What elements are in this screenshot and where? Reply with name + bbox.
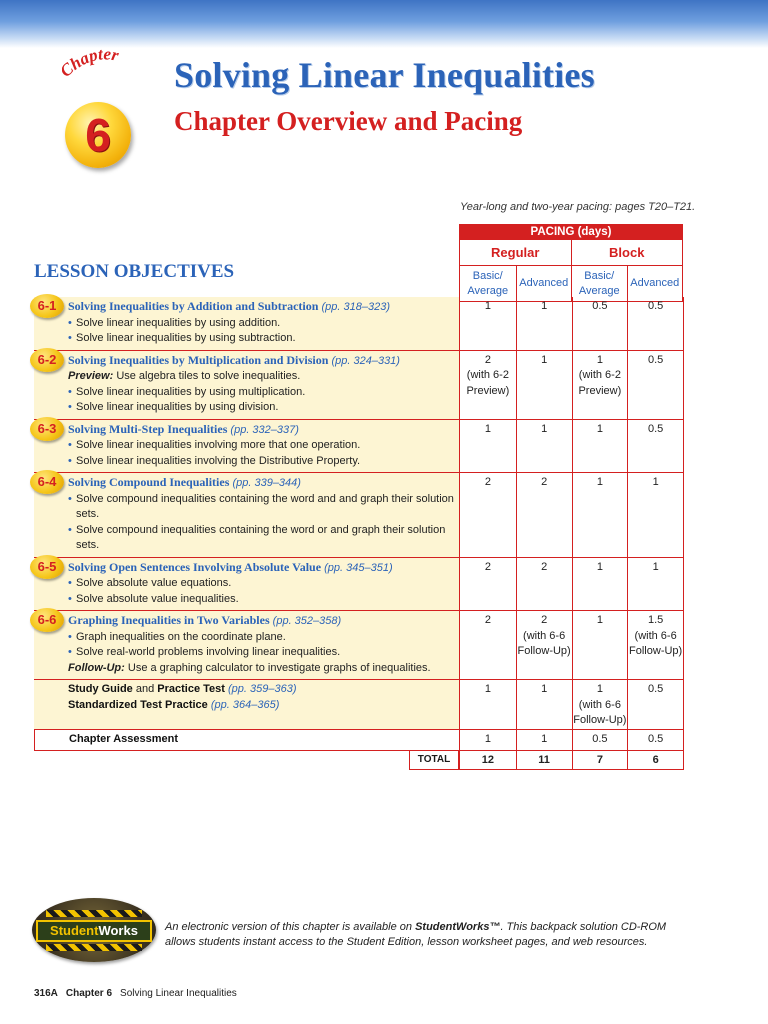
lesson-objective [34,420,459,473]
pacing-col-block-basic: Basic/ Average [571,266,627,301]
pacing-value: 1 [652,560,659,573]
pacing-col-regular-advanced: Advanced [516,266,572,301]
pacing-value: 2 [484,614,491,626]
objective-bullet: • Solve compound inequalities containing the word or and graph their solution sets. [68,523,455,554]
practice-test-label: Practice Test [157,683,225,695]
total-value: 12 [481,754,494,766]
pacing-value: 1 [596,353,603,366]
pacing-value: 1 [596,560,603,573]
objective-bullet: • Solve linear inequalities by using division. [68,400,455,416]
lesson-pacing-cell [627,297,683,350]
assessment-row [34,730,684,752]
review-objective [34,680,459,729]
lesson-pacing-cells [459,420,684,473]
lesson-pacing-cells [459,473,684,557]
pacing-value: 1.5 [647,614,664,626]
objective-bullet: • Solve real-world problems involving linear inequalities. [68,645,455,661]
pacing-value: 0.5 [647,422,664,435]
page-footer [34,988,237,999]
lesson-row [34,420,684,474]
lesson-heading [68,475,455,492]
pacing-value: 1 [596,422,603,435]
lesson-objective [34,297,459,350]
pacing-value: 2 [484,476,491,488]
total-row [34,751,684,770]
pacing-value: Follow-Up) [629,645,683,657]
lesson-pacing-cell [460,420,516,473]
pacing-value: 0.5 [592,300,608,312]
pacing-value: 0.5 [647,300,664,312]
lesson-objective [34,351,459,419]
lesson-pacing-cell [627,420,683,473]
lesson-pacing-cell [516,473,572,557]
lesson-pacing-cell [572,558,628,611]
pacing-value: 2 [541,614,548,626]
pacing-value: 1 [541,732,548,745]
footer-page-number: 316A [34,988,58,999]
lesson-title: Solving Inequalities by Multiplication and Division [68,352,329,367]
objective-bullet: • Solve linear inequalities involving more that one operation. [68,438,455,454]
review-pages-2: (pp. 364–365) [210,698,280,711]
studentworks-note [165,920,695,950]
pacing-value: 0.5 [647,732,664,745]
lesson-pacing-cell [627,473,683,557]
pacing-value: 1 [484,732,491,745]
pacing-value: Follow-Up) [573,714,627,726]
review-row [34,680,684,730]
lesson-pacing-cell [516,420,572,473]
pacing-value: (with 6-6 [523,629,566,642]
review-pacing-cells [459,680,684,729]
lesson-pacing-cell [516,558,572,611]
lesson-pages: (pp. 345–351) [324,561,393,574]
pacing-value: 0.5 [647,683,664,695]
lesson-pacing-cells [459,558,684,611]
lesson-pacing-cell [572,351,628,419]
pacing-group-block: Block [609,245,645,260]
logo-works: Works [98,923,138,938]
pacing-value: Preview) [466,384,510,397]
lesson-pages: (pp. 352–358) [272,615,342,627]
total-value: 6 [627,751,683,769]
logo-stripes-bottom [46,944,142,951]
review-pacing-cell [572,680,628,729]
pacing-col-regular-basic: Basic/ Average [467,269,509,297]
pacing-value: 2 [484,353,491,366]
pacing-value: 0.5 [592,732,608,745]
lesson-pacing-cell [516,297,572,350]
pacing-value: (with 6-6 [578,698,621,711]
note-after: . This backpack solution CD-ROM allows students instant access to the Student Edition, lesson worksheet pages, and web resources. [165,921,667,948]
svg-text:Chapter: hapter [66,44,121,74]
lesson-pacing-cell [572,611,628,679]
review-pages-1: (pp. 359–363) [227,683,297,695]
chapter-badge [62,42,140,161]
lesson-pacing-cell [460,558,516,611]
lesson-number-badge: 6-2 [30,348,64,372]
lesson-objectives-heading: LESSON OBJECTIVES [34,261,235,282]
pacing-value: 1 [652,476,659,488]
note-before: An electronic version of this chapter is available on [165,921,416,933]
total-cells [459,751,684,770]
review-line-1 [68,682,455,698]
pacing-value: 2 [541,560,548,573]
lesson-pacing-cell [460,351,516,419]
lesson-pages: (pp. 324–331) [331,354,400,367]
lesson-number-badge: 6-1 [30,294,64,318]
lesson-pacing-cell [627,558,683,611]
pacing-value: 1 [484,422,491,435]
lesson-heading [68,613,455,630]
pacing-value: 0.5 [647,353,664,366]
lesson-pacing-cells [459,351,684,419]
assessment-pacing-cell [460,730,516,751]
lesson-number-badge: 6-4 [30,470,64,494]
lesson-number-badge: 6-5 [30,555,64,579]
pacing-col-block-advanced: Advanced [627,266,683,301]
pacing-value: 2 [484,560,491,573]
chapter-number-circle [65,102,131,168]
page-title: Solving Linear Inequalities [174,55,595,95]
review-pacing-cell [516,680,572,729]
lesson-pacing-cell [627,351,683,419]
lesson-title: Solving Open Sentences Involving Absolute Value [68,559,322,574]
logo-stripes-top [46,910,142,917]
lesson-pacing-cell [516,611,572,679]
lesson-heading [68,422,455,439]
lesson-number-badge: 6-6 [30,608,64,632]
pacing-title: PACING (days) [459,224,683,240]
objective-bullet: • Solve absolute value inequalities. [68,592,455,608]
lesson-pages: (pp. 339–344) [232,477,301,489]
pacing-header [459,224,683,302]
pacing-value: (with 6-2 [466,369,509,381]
lesson-title: Graphing Inequalities in Two Variables [68,613,270,627]
review-line-2 [68,698,455,714]
lesson-objective [34,611,459,679]
lesson-number-badge: 6-3 [30,417,64,441]
lesson-objective [34,558,459,611]
objective-bullet: • Solve linear inequalities by using multiplication. [68,385,455,401]
assessment-pacing-cell [627,730,683,751]
page-subtitle: Chapter Overview and Pacing [174,106,523,136]
objective-bullet: • Graph inequalities on the coordinate plane. [68,630,455,646]
total-value: 7 [572,751,628,769]
total-value: 11 [516,751,572,769]
lesson-pacing-cell [627,611,683,679]
assessment-objective [34,730,459,751]
review-pacing-cell [627,680,683,729]
chapter-number: 6 [85,109,111,161]
study-guide-label: Study Guide [68,683,133,695]
pacing-value: 1 [596,683,603,695]
pacing-note: Year-long and two-year pacing: pages T20–T21. [460,201,696,213]
lessons-table [34,297,684,770]
pacing-value: Follow-Up) [517,645,571,657]
lesson-title: Solving Inequalities by Addition and Subtraction [68,299,319,313]
lesson-pacing-cell [572,297,628,350]
lesson-heading [68,353,455,370]
pacing-value: 1 [596,476,603,488]
studentworks-logo [32,898,156,962]
followup-text: Use a graphing calculator to investigate graphs of inequalities. [127,661,431,674]
lesson-pacing-cells [459,611,684,679]
lesson-pacing-cell [460,611,516,679]
lesson-pages: (pp. 318–323) [321,301,390,313]
pacing-value: 1 [484,683,491,695]
pacing-value: 1 [541,422,548,435]
lesson-pages: (pp. 332–337) [230,423,299,436]
lesson-row [34,297,684,351]
note-brand: StudentWorks™ [415,921,501,933]
assessment-pacing-cell [516,730,572,751]
lesson-pacing-cell [572,420,628,473]
pacing-value: (with 6-2 [578,369,621,381]
lesson-row [34,558,684,612]
lesson-pacing-cell [516,351,572,419]
lesson-row [34,351,684,420]
lesson-objective [34,473,459,557]
preview-label: Preview: [68,370,114,382]
review-pacing-cell [460,680,516,729]
objective-bullet: • Solve linear inequalities by using subtraction. [68,331,455,347]
pacing-value: 1 [541,353,548,366]
preview-text: Use algebra tiles to solve inequalities. [116,370,301,382]
pacing-groups [459,240,683,265]
logo-band [36,920,152,942]
pacing-value: 1 [596,614,603,626]
objective-bullet: • Solve linear inequalities by using addition. [68,316,455,332]
top-color-band [0,0,768,48]
pacing-group-regular: Regular [460,240,572,265]
total-label: TOTAL [409,751,459,770]
and-text: and [132,683,158,695]
lesson-heading [68,299,455,316]
assessment-pacing-cell [572,730,628,751]
lesson-pacing-cells [459,297,684,350]
footer-title: Solving Linear Inequalities [120,988,237,999]
lesson-row [34,473,684,558]
logo-student: Student [50,923,99,938]
lesson-heading [68,560,455,577]
footer-chapter: Chapter 6 [65,988,113,999]
lesson-preview [68,369,455,385]
assessment-label: Chapter Assessment [69,732,179,745]
objective-bullet: • Solve absolute value equations. [68,576,455,592]
pacing-value: 1 [484,300,491,312]
chapter-word [62,42,140,82]
test-practice-label: Standardized Test Practice [68,698,208,711]
lesson-title: Solving Compound Inequalities [68,475,230,489]
objective-bullet: • Solve linear inequalities involving the Distributive Property. [68,454,455,470]
pacing-value: (with 6-6 [634,629,677,642]
logo-text [38,922,150,940]
followup-label: Follow-Up: [68,661,125,674]
total-label-area [34,751,459,770]
pacing-value: 1 [541,683,548,695]
lesson-row [34,611,684,680]
pacing-value: Preview) [578,384,622,397]
lesson-title: Solving Multi-Step Inequalities [68,421,228,436]
lesson-pacing-cell [460,473,516,557]
lesson-followup [68,661,455,677]
pacing-value: 1 [541,300,548,312]
objective-bullet: • Solve compound inequalities containing the word and and graph their solution sets. [68,492,455,523]
assessment-pacing-cells [459,730,684,751]
lesson-pacing-cell [572,473,628,557]
lesson-pacing-cell [460,297,516,350]
pacing-value: 2 [541,476,548,488]
